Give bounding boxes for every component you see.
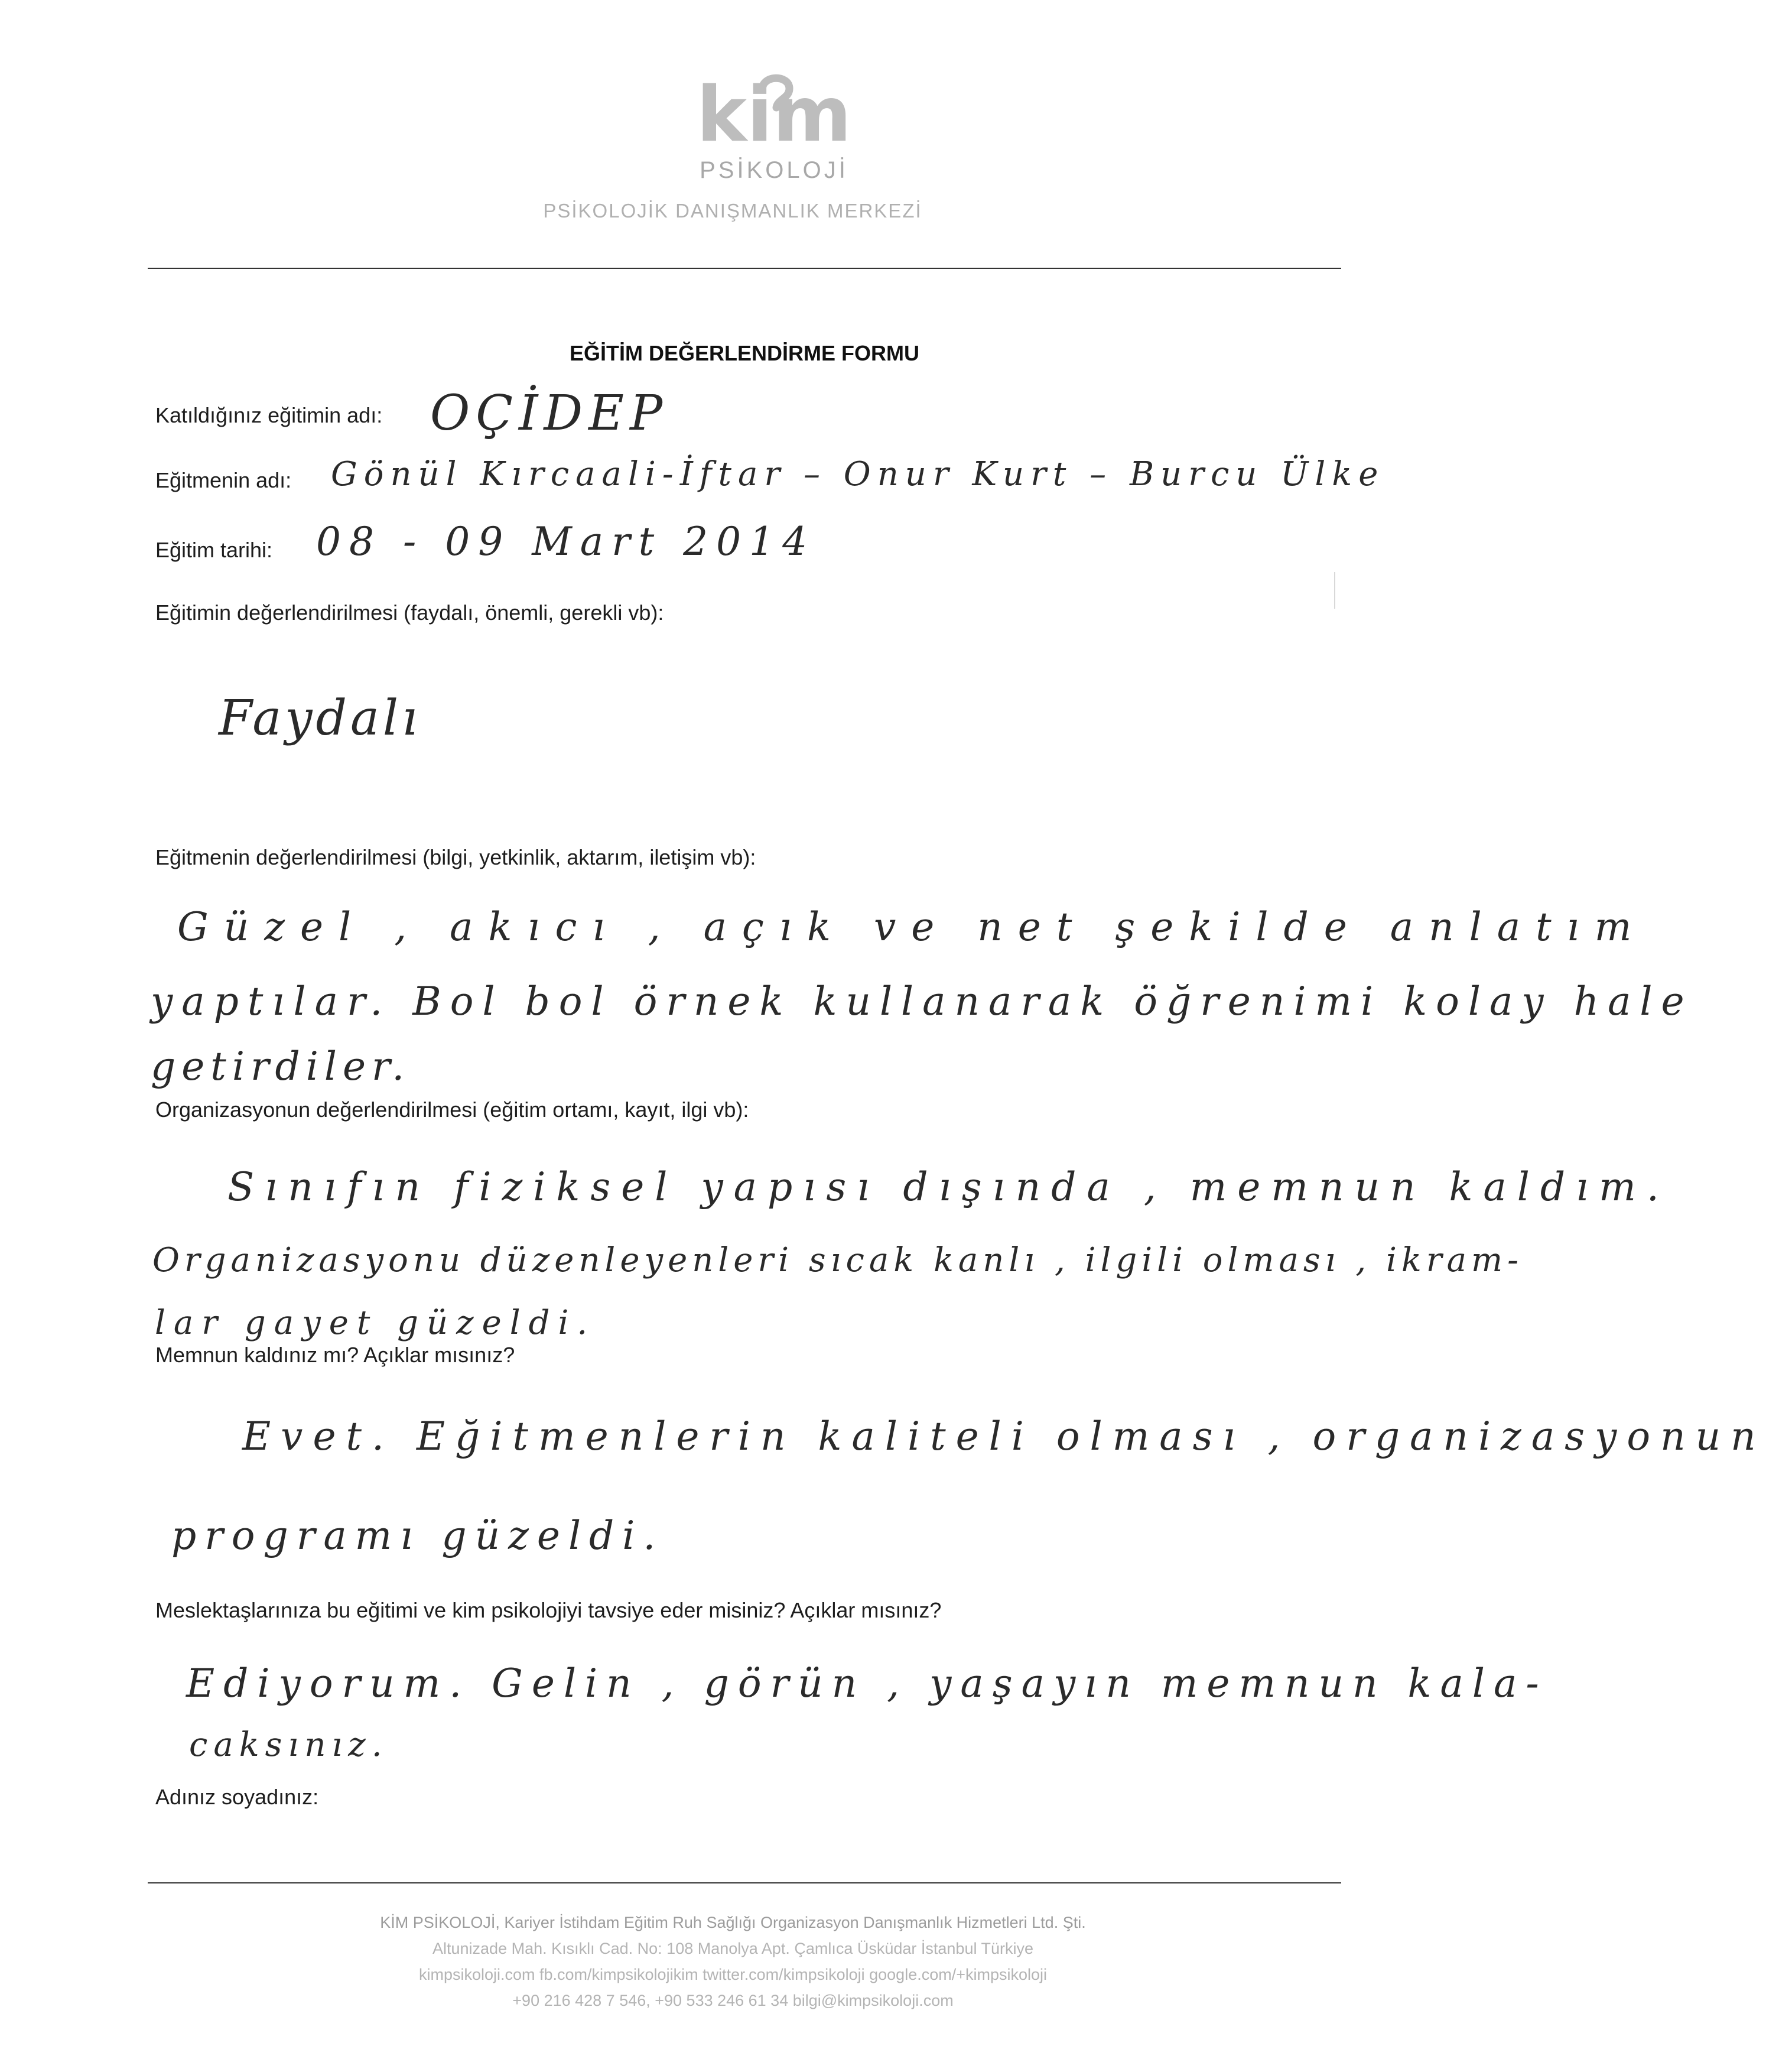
trainer-handwritten: Gönül Kırcaali-İftar – Onur Kurt – Burcu Ülke — [331, 455, 1385, 493]
kim-logo-mark — [674, 71, 874, 160]
date-handwritten: 08 - 09 Mart 2014 — [316, 519, 816, 564]
name-surname-label: Adınız soyadınız: — [155, 1785, 319, 1809]
section-organization-answer-line: Organizasyonu düzenleyenleri sıcak kanlı , ilgili olması , ikram- — [152, 1241, 1523, 1279]
footer-divider — [148, 1882, 1341, 1883]
section-satisfaction-question: Memnun kaldınız mı? Açıklar mısınız? — [155, 1343, 515, 1367]
logo-word: kim — [696, 71, 852, 159]
section-recommend-answer-line: caksınız. — [189, 1726, 388, 1764]
kim-logo — [674, 71, 874, 160]
trainer-label: Eğitmenin adı: — [155, 468, 292, 492]
header-divider — [148, 268, 1341, 269]
center-name: PSİKOLOJİK DANIŞMANLIK MERKEZİ — [543, 200, 922, 222]
section-satisfaction-answer-line: Evet. Eğitmenlerin kaliteli olması , organizasyonun — [242, 1414, 1766, 1459]
section-satisfaction-answer-line: programı güzeldi. — [171, 1513, 664, 1558]
logo-subtitle: PSİKOLOJİ — [700, 157, 848, 183]
footer-company-line: KİM PSİKOLOJİ, Kariyer İstihdam Eğitim Ruh Sağlığı Organizasyon Danışmanlık Hizmetleri Ltd. Şti. — [380, 1914, 1086, 1931]
date-label: Eğitim tarihi: — [155, 538, 273, 562]
scan-edge-mark — [1334, 572, 1335, 609]
footer-address-line: Altunizade Mah. Kısıklı Cad. No: 108 Manolya Apt. Çamlıca Üsküdar İstanbul Türkiye — [432, 1940, 1033, 1957]
section-organization-answer-line: lar gayet güzeldi. — [155, 1304, 596, 1342]
training-name-label: Katıldığınız eğitimin adı: — [155, 403, 383, 427]
section-trainer-answer-line: Güzel , akıcı , açık ve net şekilde anlatım — [177, 904, 1647, 950]
section-trainer-answer-line: yaptılar. Bol bol örnek kullanarak öğrenimi kolay hale — [151, 979, 1693, 1024]
footer-contact-line: +90 216 428 7 546, +90 533 246 61 34 bilgi@kimpsikoloji.com — [512, 1992, 954, 2009]
section-recommend-question: Meslektaşlarınıza bu eğitimi ve kim psikolojiyi tavsiye eder misiniz? Açıklar mısınız? — [155, 1598, 942, 1622]
section-organization-answer-line: Sınıfın fiziksel yapısı dışında , memnun kaldım. — [227, 1164, 1670, 1210]
section-recommend-answer-line: Ediyorum. Gelin , görün , yaşayın memnun kala- — [186, 1661, 1548, 1706]
section-trainer-question: Eğitmenin değerlendirilmesi (bilgi, yetkinlik, aktarım, iletişim vb): — [155, 845, 756, 869]
footer-web-line: kimpsikoloji.com fb.com/kimpsikolojikim twitter.com/kimpsikoloji google.com/+kimpsikoloji — [418, 1966, 1048, 1983]
form-title: EĞİTİM DEĞERLENDİRME FORMU — [570, 341, 919, 365]
section-training-question: Eğitimin değerlendirilmesi (faydalı, önemli, gerekli vb): — [155, 600, 664, 625]
section-training-answer-line: Faydalı — [219, 690, 421, 746]
section-organization-question: Organizasyonun değerlendirilmesi (eğitim ortamı, kayıt, ilgi vb): — [155, 1097, 749, 1122]
section-trainer-answer-line: getirdiler. — [151, 1044, 411, 1089]
training-name-handwritten: OÇİDEP — [430, 385, 669, 441]
